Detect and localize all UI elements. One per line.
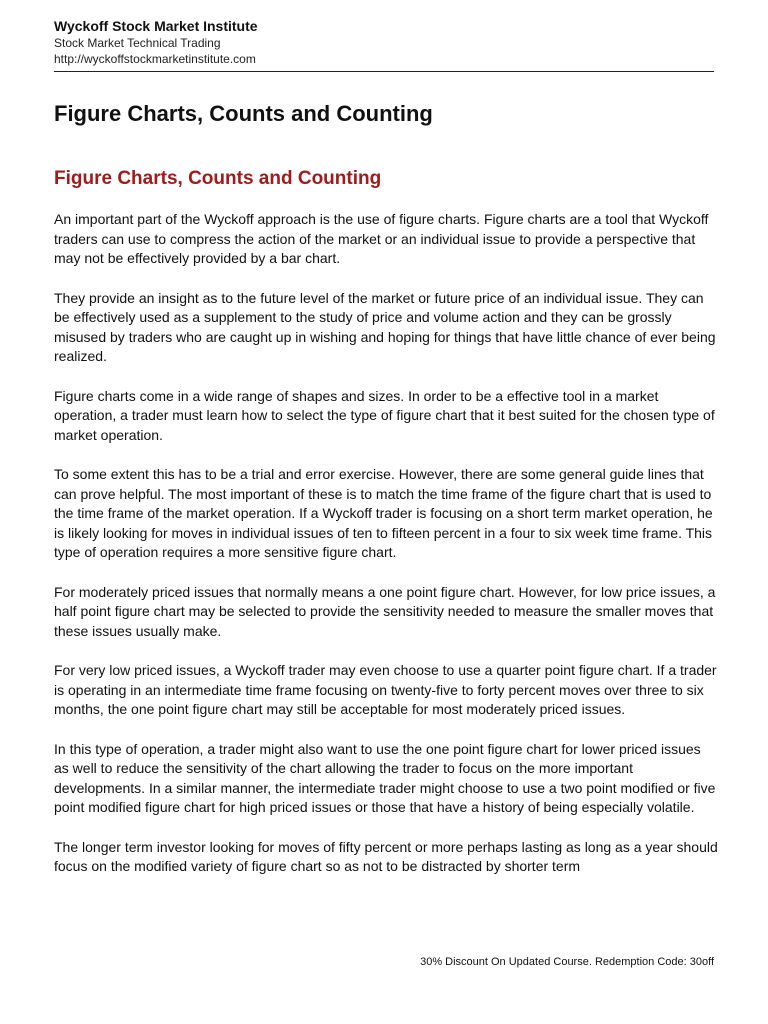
paragraph: In this type of operation, a trader might also want to use the one point figure chart for lower priced issues as well to reduce the sensitivity of the chart allowing the trader to focus on the more important developments. In a similar manner, the intermediate trader might choose to use a two point modified or five point modified figure chart for high priced issues or those that have a history of being especially volatile.	[54, 740, 716, 815]
paragraph: They provide an insight as to the future level of the market or future price of an individual issue. They can be effectively used as a supplement to the study of price and volume action and they can be grossly misused by traders who are caught up in wishing and hoping for things that have little chance of ever being realized.	[54, 289, 716, 364]
org-url-link[interactable]: http://wyckoffstockmarketinstitute.com	[54, 52, 256, 66]
paragraph: For very low priced issues, a Wyckoff trader may even choose to use a quarter point figure chart. If a trader is operating in an intermediate time frame focusing on twenty-five to forty percent moves over three to six months, the one point figure chart may still be acceptable for most moderately priced issues.	[54, 662, 717, 717]
paragraph: To some extent this has to be a trial and error exercise. However, there are some general guide lines that can prove helpful. The most important of these is to match the time frame of the figure chart that is used to the time frame of the market operation. If a Wyckoff trader is focusing on a short term market operation, he is likely looking for moves in individual issues of ten to fifteen percent in a four to six week time frame. This type of operation requires a more sensitive figure chart.	[54, 466, 713, 560]
section-title: Figure Charts, Counts and Counting	[54, 168, 382, 189]
org-name: Wyckoff Stock Market Institute	[54, 18, 258, 34]
paragraph: The longer term investor looking for moves of fifty percent or more perhaps lasting as long as a year should focus on the modified variety of figure chart so as not to be distracted by shorter term	[54, 838, 718, 874]
paragraph: Figure charts come in a wide range of shapes and sizes. In order to be a effective tool in a market operation, a trader must learn how to select the type of figure chart that it best suited for the chosen type of market operation.	[54, 387, 715, 443]
paragraph: An important part of the Wyckoff approach is the use of figure charts. Figure charts are a tool that Wyckoff traders can use to compress the action of the market or an individual issue to provide a perspective that may not be effectively provided by a bar chart.	[54, 211, 709, 266]
paragraph: For moderately priced issues that normally means a one point figure chart. However, for low price issues, a half point figure chart may be selected to provide the sensitivity needed to measure the smaller moves that these issues usually make.	[54, 583, 716, 639]
footer-promo: 30% Discount On Updated Course. Redemption Code: 30off	[420, 956, 714, 968]
org-tagline: Stock Market Technical Trading	[54, 36, 221, 50]
article-body	[54, 210, 719, 897]
page-title: Figure Charts, Counts and Counting	[54, 101, 433, 126]
header-divider	[54, 71, 714, 72]
page-header	[54, 18, 714, 67]
